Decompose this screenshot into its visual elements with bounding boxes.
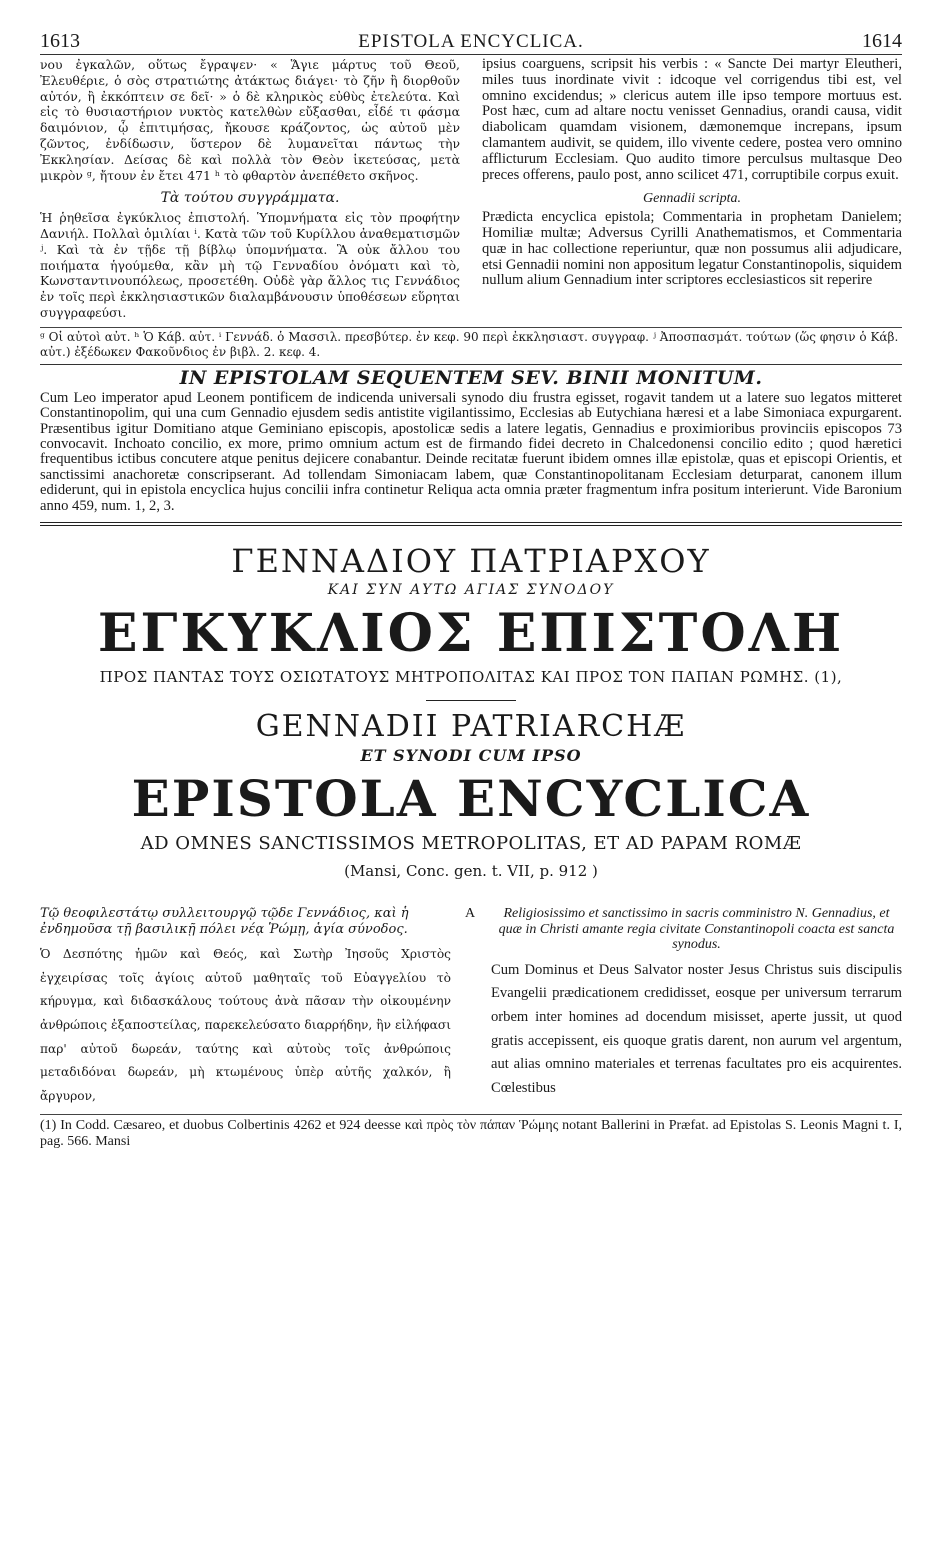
latin-title-author: GENNADII PATRIARCHÆ (255, 709, 687, 744)
greek-salutation: Τῷ θεοφιλεστάτῳ συλλειτουργῷ τῷδε Γεννάδιος, καὶ ἡ ἐνδημοῦσα τῇ βασιλικῇ πόλει νέᾳ Ῥώμῃ, ἁγία σύνοδος. (40, 906, 409, 937)
latin-column (482, 57, 902, 321)
running-header (40, 30, 902, 55)
latin-salutation: Religiosissimo et sanctissimo in sacris comministro N. Gennadius, et quæ in Christi amante regia civitate Constantinopoli coacta est sancta synodus. (498, 906, 895, 953)
section-divider (40, 522, 902, 526)
greek-title-main: ΕΓΚΥΚΛΙΟΣ ΕΠΙΣΤΟΛΗ (97, 603, 845, 664)
latin-subheading: Gennadii scripta. (643, 191, 741, 207)
page-number-left: 1613 (40, 30, 80, 52)
letter-columns (40, 906, 902, 1108)
greek-letter-body: Ὁ Δεσπότης ἡμῶν καὶ Θεός, καὶ Σωτὴρ Ἰησοῦς Χριστὸς ἐγχειρίσας τοῖς ἁγίοις αὐτοῦ μαθηταῖς τοῦ Εὐαγγελίου τὸ κήρυγμα, καὶ διδασκάλους τούτους ἀνὰ πᾶσαν τὴν οἰκουμένην ἀνθρώποις ἐξαποστείλας, παρεκελεύσατο διαρρήδην, ἣν εἰλήφασι παρ' αὐτοῦ δωρεάν, ταύτης καὶ αὐτοὺς τοῖς ἀνθρώποις μεταδιδόναι δωρεάν, μὴ κτωμένους ὑπὲρ αὐτῆς χαλκόν, ἢ ἄργυρον, (40, 947, 451, 1103)
latin-title-main: EPISTOLA ENCYCLICA (131, 769, 811, 828)
greek-title-synod: ΚΑΙ ΣΥΝ ΑΥΤΩ ΑΓΙΑΣ ΣΥΝΟΔΟΥ (327, 582, 615, 598)
greek-title-addressees: ΠΡΟΣ ΠΑΝΤΑΣ ΤΟΥΣ ΟΣΙΩΤΑΤΟΥΣ ΜΗΤΡΟΠΟΛΙΤΑΣ ΚΑΙ ΠΡΟΣ ΤΟΝ ΠΑΠΑΝ ΡΩΜΗΣ. (1), (99, 668, 843, 686)
source-citation: (Mansi, Conc. gen. t. VII, p. 912 ) (344, 862, 598, 880)
bottom-footnote: (1) In Codd. Cæsareo, et duobus Colbertinis 4262 et 924 deesse καὶ πρὸς τὸν πάπαν Ῥώμης notant Ballerini in Præfat. ad Epistolas S. Leonis Magni t. I, pag. 566. Mansi (40, 1114, 902, 1150)
monitum-heading: IN EPISTOLAM SEQUENTEM SEV. BINII MONITUM. (40, 364, 902, 389)
book-page (40, 30, 902, 1535)
title-rule (426, 700, 516, 701)
monitum-text: Cum Leo imperator apud Leonem pontificem de indicenda universali synodo diu frustra egisset, rogavit tandem ut a latere suo legatos mitteret Constantinopolim, qui una cum Gennadio ejusdem sedis antistite vigilantissimo, Ecclesias ab Eutychiana hæresi et a labe Simoniaca expurgarent. Præsentibus igitur Domitiano atque Geminiano episcopis, apostolicæ sedis a latere legatis, Gennadius e proximioribus provinciis episcopos 73 convocavit. Inchoato concilio, ex more, primo omnium actum est de firmando fidei decreto in Chalcedonensi concilio edito ; quod hæretici frequentibus ictibus concutere atque penitus dejicere conabantur. Deinde recitatæ fuerunt ibidem omnes illæ epistolæ, quas et episcopi Orientis, et sanctissimi anachoretæ conscripserant. Ad tollendam Simoniacam labem, quæ Constantinopolitanam Ecclesiam deturparat, canonem illum ediderunt, qui in epistola encyclica hujus concilii infra continetur Reliqua acta omnia præter fragmentum infra positum interierunt. Vide Baronium anno 459, num. 1, 2, 3. (40, 389, 902, 514)
greek-writings: Ἡ ῥηθεῖσα ἐγκύκλιος ἐπιστολή. Ὑπομνήματα εἰς τὸν προφήτην Δανιήλ. Πολλαὶ ὁμιλίαι ⁱ. Κατὰ τῶν τοῦ Κυρίλλου ἀναθεματισμῶν ʲ. Καὶ τὰ ἐν τῇδε τῇ βίβλῳ ὑπομνήματα. Ἃ οὐκ ἄλλου του ποιήματα ἡγούμεθα, κἂν μὴ τῷ Γενναδίου ὀνόματι καὶ τὸ, Κωνσταντινουπόλεως, προσετέθη. Οὐδὲ γὰρ ἄλλος τις Γεννάδιος ἐν τοῖς περὶ ἐκκλησιαστικῶν διαλαμβάνουσιν ὑποθέσεων εὕρηται συγγραφεύσι. (40, 210, 460, 320)
letter-greek-column (40, 906, 451, 1108)
greek-paragraph: νου ἐγκαλῶν, οὕτως ἔγραψεν· « Ἅγιε μάρτυς τοῦ Θεοῦ, Ἐλευθέριε, ὁ σὸς στρατιώτης ἀτάκτως διάγει· τὸ ζῆν ἢ διορθοῦν αὐτόν, ἢ ἐκκόπτειν σε δεῖ· » ὁ δὲ κληρικὸς εὐθὺς ἐτελεύτα. Καὶ εἰς τὸ θυσιαστήριον νυκτὸς κατελθὼν εὔξασθαι, εἶδέ τι φάσμα δαιμόνιον, ᾧ ἐπιτιμήσας, ἤκουσε κράζοντος, ὡς αὐτοῦ μὲν ζῶντος, ἐνδίδωσιν, ὕστερον δὲ λυμανεῖται πάντως τὴν Ἐκκλησίαν. Δείσας δὲ καὶ πολλὰ τὸν Θεὸν ἱκετεύσας, μετὰ μικρὸν ᵍ, ἤτουν ἐν ἔτει 471 ʰ τὸ φθαρτὸν ἀνεπέθετο σκῆνος. (40, 57, 460, 183)
latin-letter-body: Cum Dominus et Deus Salvator noster Jesus Christus suis discipulis Evangelii prædicationem credidisset, eosque per universum terrarum orbem inter homines ad docendum misisset, aperte jussit, ut quod gratis accepissent, eis quoque gratis darent, non aurum vel argentum, aut alias omnino materiales et terrenas facultates pro eis acquirentes. Cœlestibus (491, 961, 902, 1096)
latin-paragraph: ipsius coarguens, scripsit his verbis : « Sancte Dei martyr Eleutheri, miles tuus inordinate vivit : idcoque vel corrigendus tibi est, vel omnino excidendus; » clericus autem ille ipso tempore mortuus est. Post hæc, cum ad altare noctu venisset Gennadius, orandi causa, vidit diabolicam quamdam visionem, dæmonemque increpans, ipsum clamantem audivit, se quidem, illo vivente cedere, postea vero omnino afflicturum Ecclesiam. Quo audito timore perculsus multasque Deo preces offerens, paulo post, anno scilicet 471, corruptibile corpus exuit. (482, 56, 902, 183)
page-number-right: 1614 (862, 30, 902, 52)
latin-title-addressees: AD OMNES SANCTISSIMOS METROPOLITAS, ET AD PAPAM ROMÆ (140, 833, 802, 854)
greek-column (40, 57, 460, 321)
latin-writings: Prædicta encyclica epistola; Commentaria in prophetam Danielem; Homiliæ multæ; Adversus Cyrilli Anathematismos, et Commentaria quæ in hac collectione reperiuntur, quæ non possumus alii adjudicare, etsi Gennadii nomini non appositum legatur Constantinopolis, siquidem nullum alium Gennadium inter scriptores ecclesiasticos sit reperire (482, 209, 902, 289)
top-columns (40, 57, 902, 321)
running-title: EPISTOLA ENCYCLICA. (358, 31, 584, 52)
greek-subheading: Τὰ τούτου συγγράμματα. (160, 190, 340, 207)
latin-title-synod: ET SYNODI CUM IPSO (360, 746, 582, 765)
greek-footnotes: ᵍ Οἱ αὐτοὶ αὐτ. ʰ Ὁ Κάβ. αὐτ. ⁱ Γεννάδ. ὁ Μασσιλ. πρεσβύτερ. ἐν κεφ. 90 περὶ ἐκκλησιαστ. συγγραφ. ʲ Ἀποσπασμάτ. τούτων (ὥς φησιν ὁ Κάβ. αὐτ.) ἐξέδωκεν Φακοῦνδιος ἐν βιβλ. 2. κεφ. 4. (40, 327, 902, 360)
letter-latin-column (491, 906, 902, 1108)
greek-title-author: ΓΕΝΝΑΔΙΟΥ ΠΑΤΡΙΑΡΧΟΥ (231, 542, 711, 580)
margin-letter: A (465, 906, 476, 921)
